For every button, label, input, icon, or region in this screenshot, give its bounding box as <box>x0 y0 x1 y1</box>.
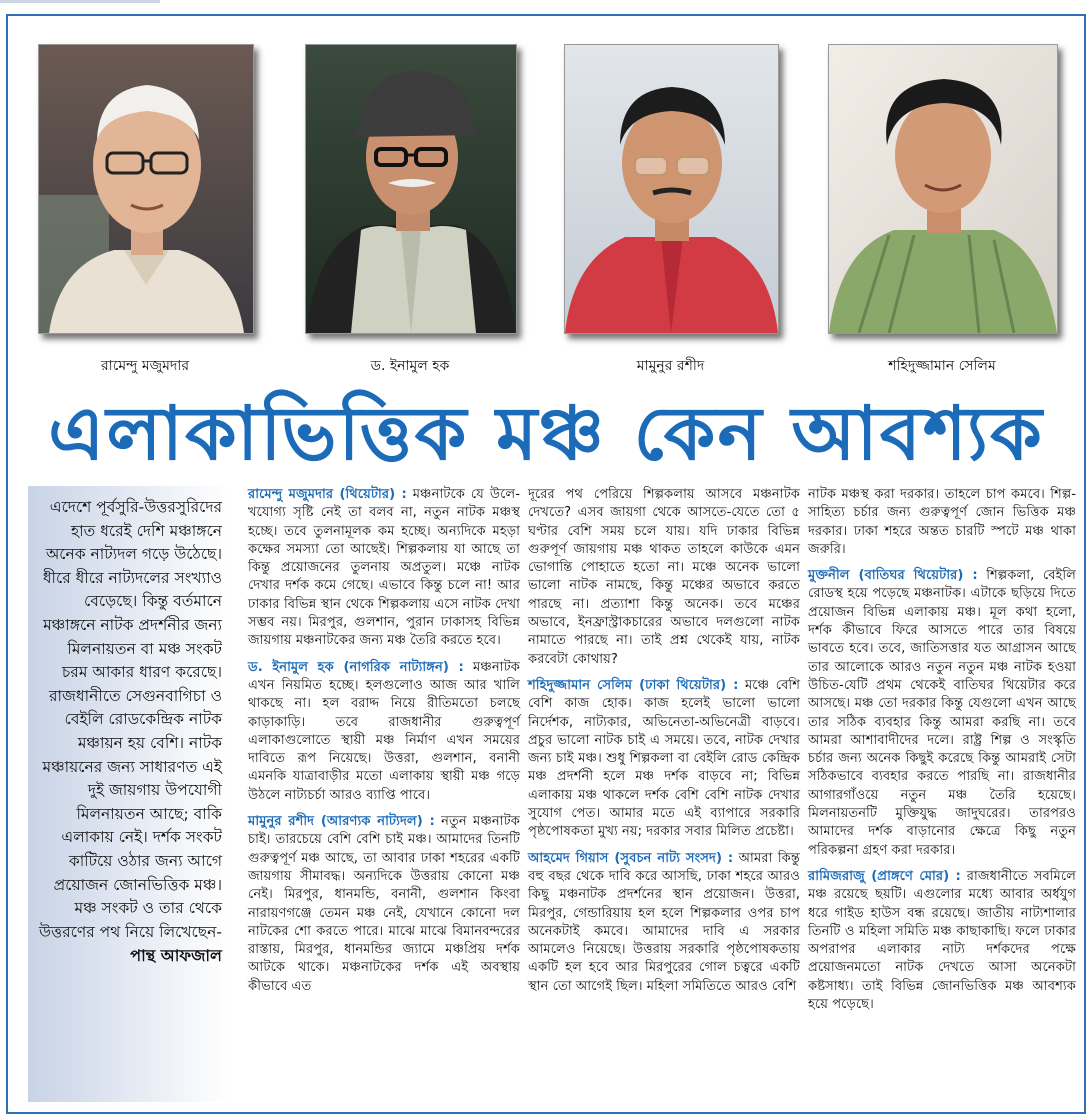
paragraph <box>248 486 520 651</box>
photo-caption-3: মামুনুর রশীদ <box>636 358 705 374</box>
paragraph-text: নতুন মঞ্চনাটক চাই। তারচেয়ে বেশি বেশি চাই মঞ্চ। আমাদের তিনটি গুরুত্বপূর্ণ মঞ্চ আছে, তা আবার ঢাকা শহরের একটি জায়গায় সীমাবদ্ধ। অন্যদিকে উত্তরায় কোনো মঞ্চ নেই। মিরপুর, ধানমন্ডি, বনানী, গুলশান কিংবা নারায়ণগঞ্জে তেমন মঞ্চ নেই, যেখানে কোনো দল নাটকের শো করতে পারে। মাঝে মাঝে বিমানবন্দরের রাস্তায়, মিরপুর, ধানমন্ডির জ্যামে মঞ্চপ্রিয় দর্শক আটকে থাকে। মঞ্চনাটকের দর্শক এই অবস্থায় কীভাবে এত <box>248 814 520 994</box>
headline: এলাকাভিত্তিক মঞ্চ কেন আবশ্যক <box>48 391 1044 477</box>
paragraph-text: নাটক মঞ্চস্থ করা দরকার। তাহলে চাপ কমবে। শিল্প-সাহিত্য চর্চার জন্য গুরুত্বপূর্ণ জোন ভিত্তিক মঞ্চ দরকার। ঢাকা শহরে অন্তত চারটি স্পটে মঞ্চ থাকা জরুরি। <box>808 487 1076 557</box>
portrait-sselim-icon <box>829 45 1057 333</box>
paragraph <box>248 813 520 996</box>
photo-caption-4: শহিদুজ্জামান সেলিম <box>888 358 996 374</box>
photo-caption-1: রামেন্দু মজুমদার <box>100 358 190 374</box>
portrait-mrashid-icon <box>565 45 778 333</box>
portrait-ihaque-icon <box>306 45 516 333</box>
top-strip-segment <box>0 0 160 3</box>
portrait-photo-2 <box>305 44 517 334</box>
paragraph-text: মঞ্চনাটক এখন নিয়মিত হচ্ছে। হলগুলোও আজ আর খালি থাকছে না। হল বরাদ্দ নিয়ে রীতিমতো চলছে কাড়াকাড়ি। তবে রাজধানীর গুরুত্বপূর্ণ এলাকাগুলোতে স্থায়ী মঞ্চ নির্মাণ এখন সময়ের দাবিতে রূপ নিয়েছে। উত্তরা, গুলশান, বনানী এমনকি যাত্রাবাড়ীর মতো এলাকায় স্থায়ী মঞ্চ গড়ে উঠলে নাট্যচর্চা আরও ব্যাপ্তি পাবে। <box>248 659 520 803</box>
author-name: পান্থ আফজাল <box>130 946 222 966</box>
paragraph-text: মঞ্চনাটকে যে উলে-খযোগ্য সৃষ্টি নেই তা বলব না, নতুন নাটক মঞ্চস্থ হচ্ছে। তবে তুলনামূলক কম হচ্ছে। অন্যদিকে মহড়া কক্ষের সমস্যা তো আছেই। শিল্পকলায় যা আছে তা কিন্তু প্রয়োজনের তুলনায় অপ্রতুল। মঞ্চে নাটক দেখার দর্শক কমে গেছে। এভাবে কিন্তু চলে না! আর ঢাকার বিভিন্ন স্থান থেকে শিল্পকলায় এসে নাটক দেখা সম্ভব নয়। মিরপুর, গুলশান, পুরান ঢাকাসহ বিভিন্ন জায়গায় মঞ্চনাটকের জন্য মঞ্চ তৈরি করতে হবে। <box>248 487 520 649</box>
intro-box <box>28 486 228 1102</box>
paragraph <box>528 486 800 669</box>
portrait-photo-4 <box>828 44 1058 334</box>
portrait-photo-3 <box>564 44 779 334</box>
speaker-name: রামেন্দু মজুমদার (থিয়েটার) : <box>248 487 407 502</box>
speaker-name: মামুনুর রশীদ (আরণ্যক নাট্যদল) : <box>248 814 435 830</box>
portrait-photo-1 <box>38 44 254 334</box>
paragraph-text: দূরের পথ পেরিয়ে শিল্পকলায় আসবে মঞ্চনাটক দেখতে? এসব জায়গা থেকে আসতে-যেতে তো ৫ ঘণ্টার বেশি সময় চলে যায়। যদি ঢাকার বিভিন্ন গুরুপূর্ণ জায়গায় মঞ্চ থাকত তাহলে কাউকে এমন ভোগান্তি পোহাতে হতো না। মঞ্চে অনেক ভালো ভালো নাটক নামছে, কিন্তু মঞ্চের অভাবে করতে পারছে না। প্রত্যাশা কিন্তু অনেক। তবে মঞ্চের অভাবে, ইনফ্রাস্ট্রাকচারের অভাবে দলগুলো নাটক নামাতে পারছে না। তাই প্রশ্ন থেকেই যায়, নাটক করবেটা কোথায়? <box>528 487 800 667</box>
speaker-name: মুক্তনীল (বাতিঘর থিয়েটার) : <box>808 568 978 584</box>
paragraph <box>248 659 520 805</box>
photo-caption-2: ড. ইনামুল হক <box>370 358 450 374</box>
speaker-name: রামিজরাজু (প্রাঙ্গণে মোর) : <box>808 868 961 884</box>
paragraph <box>528 850 800 996</box>
paragraph <box>808 486 1076 559</box>
paragraph-text: শিল্পকলা, বেইলি রোডস্থ হয়ে পড়েছে মঞ্চনাটক। এটাকে ছড়িয়ে দিতে প্রয়োজন বিভিন্ন এলাকায় মঞ্চ। মূল কথা হলো, দর্শক কীভাবে ফিরে আসতে পারে তার বিষয়ে ভাবতে হবে। তবে, জাতিসত্তার যত আগ্রাসন আছে তার আলোকে আরও নতুন নতুন মঞ্চ নাটক হওয়া উচিত-যেটি প্রথম থেকেই বাতিঘর থিয়েটার করে আসছে। মঞ্চ তো দরকার কিন্তু যেগুলো এখন আছে তার সঠিক ব্যবহার কিন্তু আমরা করছি না। তবে আমরা আশাবাদীদের দলে। রাষ্ট্র শিল্প ও সংস্কৃতি চর্চার জন্য অনেক কিছুই করেছে কিন্তু আমরাই সেটা সঠিকভাবে ব্যবহার করতে পারছি না। রাজধানীর আগারগাঁওয়ে নতুন মঞ্চ তৈরি হয়েছে। মিলনায়তনটি মুক্তিযুদ্ধ জাদুঘরের। তারপরও আমাদের দর্শক বাড়ানোর ক্ষেত্রে কিছু নতুন পরিকল্পনা গ্রহণ করা দরকার। <box>808 568 1076 858</box>
speaker-name: শহিদুজ্জামান সেলিম (ঢাকা থিয়েটার) : <box>528 677 739 693</box>
paragraph <box>808 567 1076 860</box>
article-column-1 <box>248 486 520 1004</box>
paragraph <box>808 868 1076 1014</box>
speaker-name: ড. ইনামুল হক (নাগরিক নাট্যাঙ্গন) : <box>248 659 464 675</box>
portrait-rmajumdar-icon <box>39 45 253 333</box>
paragraph-text: রাজধানীতে সবমিলে মঞ্চ রয়েছে ছয়টি। এগুলোর মধ্যে আবার অর্ধযুগ ধরে গাইড হাউস বন্ধ রয়েছে। জাতীয় নাট্যশালার তিনটি ও মহিলা সমিতি মঞ্চ কাছাকাছি। ফলে ঢাকার অপরাপর এলাকার নাট্য দর্শকদের পক্ষে প্রয়োজনমতো নাটক দেখতে আসা অনেকটা কষ্টসাধ্য। তাই বিভিন্ন জোনভিত্তিক মঞ্চ আবশ্যক হয়ে পড়েছে। <box>808 868 1077 1013</box>
top-strip <box>0 0 1092 6</box>
paragraph <box>528 677 800 842</box>
paragraph-text: আমরা কিন্তু বহু বছর থেকে দাবি করে আসছি, ঢাকা শহরে আরও কিছু মঞ্চনাটক প্রদর্শনের স্থান প্রয়োজন। উত্তরা, মিরপুর, গেন্ডারিয়ায় হল হলে শিল্পকলার ওপর চাপ অনেকটাই কমবে। আমাদের দাবি এ সরকার আমলেও নিয়েছে। উত্তরায় সরকারি পৃষ্ঠপোষকতায় একটি হল হবে আর মিরপুরের গোল চত্বরে একটি স্থান তো আগেই ছিল। মহিলা সমিতিতে আরও বেশি <box>528 850 800 994</box>
intro-text: এদেশে পূর্বসুরি-উত্তরসুরিদের হাত ধরেই দেশি মঞ্চাঙ্গনে অনেক নাট্যদল গড়ে উঠেছে। ধীরে ধীরে নাট্যদলের সংখ্যাও বেড়েছে। কিন্তু বর্তমানে মঞ্চাঙ্গনে নাটক প্রদর্শনীর জন্য মিলনায়তন বা মঞ্চ সংকট চরম আকার ধারণ করেছে। রাজধানীতে সেগুনবাগিচা ও বেইলি রোডকেন্দ্রিক নাটক মঞ্চায়ন হয় বেশি। নাটক মঞ্চায়নের জন্য সাধারণত এই দুই জায়গায় উপযোগী মিলনায়তন আছে; বাকি এলাকায় নেই। দর্শক সংকট কাটিয়ে ওঠার জন্য আগে প্রয়োজন জোনভিত্তিক মঞ্চ। মঞ্চ সংকট ও তার থেকে উত্তরণের পথ নিয়ে লিখেছেন- <box>38 498 222 941</box>
article-column-3 <box>808 486 1076 1022</box>
speaker-name: আহমেদ গিয়াস (সুবচন নাট্য সংসদ) : <box>528 850 734 866</box>
paragraph-text: মঞ্চে বেশি বেশি কাজ হোক। কাজ হলেই ভালো ভালো নির্দেশক, নাট্যকার, অভিনেতা-অভিনেত্রী বাড়বে। প্রচুর ভালো নাটক চাই এ সময়ে। তবে, নাটক দেখার জন্য চাই মঞ্চ। শুধু শিল্পকলা বা বেইলি রোড কেন্দ্রিক মঞ্চ প্রদর্শনী হলে মঞ্চ দর্শক বাড়বে না; বিভিন্ন এলাকায় মঞ্চ থাকলে দর্শক বেশি বেশি নাটক দেখার সুযোগ পেত। আমার মতে এই ব্যাপারে সরকারি পৃষ্ঠপোষকতা মুখ্য নয়; দরকার সবার মিলিত প্রচেষ্টা। <box>528 677 800 840</box>
article-column-2 <box>528 486 800 1004</box>
